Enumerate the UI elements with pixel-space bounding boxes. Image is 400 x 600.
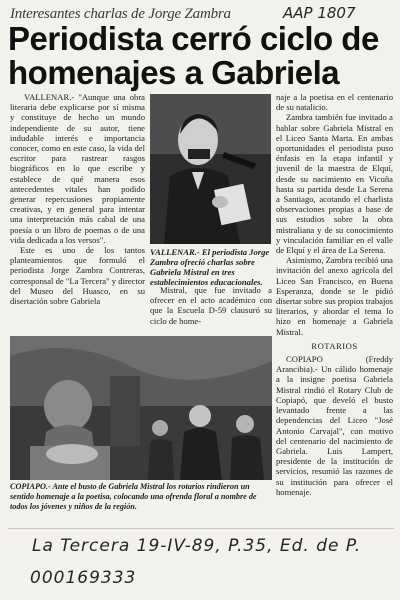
photo-caption-1: VALLENAR.- El periodista Jorge Zambra ofreció charlas sobre Gabriela Mistral en tres establecimientos educacionales. bbox=[150, 247, 270, 287]
article-column-3 bbox=[276, 92, 393, 497]
handwritten-source-note: La Tercera 19-IV-89, P.35, Ed. de P. bbox=[32, 536, 362, 556]
kicker-line: Interesantes charlas de Jorge Zambra bbox=[10, 6, 231, 22]
photo-caption-2: COPIAPO.- Ante el busto de Gabriela Mistral los rotarios rindieron un sentido homenaje a la poetisa, colocando una ofrenda floral a nombre de todos los jóvenes y niños de la región. bbox=[10, 482, 257, 511]
photo-zambra-speaking bbox=[150, 94, 271, 244]
photo-illustration bbox=[10, 336, 272, 480]
divider bbox=[8, 528, 394, 529]
paragraph: Mistral, que fue invitado a ofrecer en el acto académico con que la Escuela D-59 clausuró su ciclo de home- bbox=[150, 285, 272, 326]
paragraph: Este es uno de los tantos planteamientos que formuló el periodista Jorge Zambra Contreras, corresponsal de "La Tercera" y director del Museo del Huasco, en su disertación sobre Gabriela bbox=[10, 245, 145, 307]
headline: Periodista cerró ciclo de homenajes a Gabriela bbox=[8, 20, 379, 91]
photo-illustration bbox=[150, 94, 271, 244]
photo-rotary-tribute bbox=[10, 336, 272, 480]
paragraph: Asimismo, Zambra recibió una invitación del anexo agrícola del Liceo San Francisco, en Buena Esperanza, donde se le pidió disertar sobre sus propios trabajos literarios, y abordar el tema lo hizo en homenaje a Gabriela Mistral. bbox=[276, 255, 393, 337]
article-column-2 bbox=[150, 285, 272, 326]
section-subhead: ROTARIOS bbox=[311, 340, 358, 351]
paragraph: naje a la poetisa en el centenario de su natalicio. bbox=[276, 92, 393, 113]
archive-annotation: AAP 1807 bbox=[283, 4, 356, 22]
paragraph: COPIAPO (Freddy Arancibia).- Un cálido homenaje a la insigne poetisa Gabriela Mistral rindió el Rotary Club de Copiapó, que develó el busto levantado frente a las dependencias del Liceo "José Antonio Carvajal", con motivo del centenario del nacimiento de Gabriela. Luis Lampert, presidente de la institución de servicios, resumió las razones de su institución para ofrecer el homenaje. bbox=[276, 354, 393, 497]
article-column-1 bbox=[10, 92, 145, 306]
paragraph: Zambra también fue invitado a hablar sobre Gabriela Mistral en el Liceo Santa Marta. En ambas oportunidades el periodista puso énfasis en la etapa infantil y juvenil de la maestra de Elquí, desde su nacimiento en Vicuña hasta su partida desde La Serena a Santiago, acotando el charlista observaciones propias a base de sus estudios sobre la obra mistraliana y de su conocimiento y vinculación familiar en el valle de Elquí y el área de La Serena. bbox=[276, 112, 393, 256]
handwritten-id-number: 000169333 bbox=[30, 568, 137, 588]
paragraph: VALLENAR.- "Aunque una obra literaria debe explicarse por sí misma y constituye de hecho un mundo independiente de su autor, tiene indudable interés e importancia conocer, como en este caso, la vida del escritor para rastrear rasgos biográficos en lo que escribe y establece de qué manera esos antecedentes vitales han podido generar repercusiones propiamente creativas, y en general para intentar una interpretación más cabal de una poesía o un libro de poemas o de una vida dedicada a los versos". bbox=[10, 92, 145, 245]
